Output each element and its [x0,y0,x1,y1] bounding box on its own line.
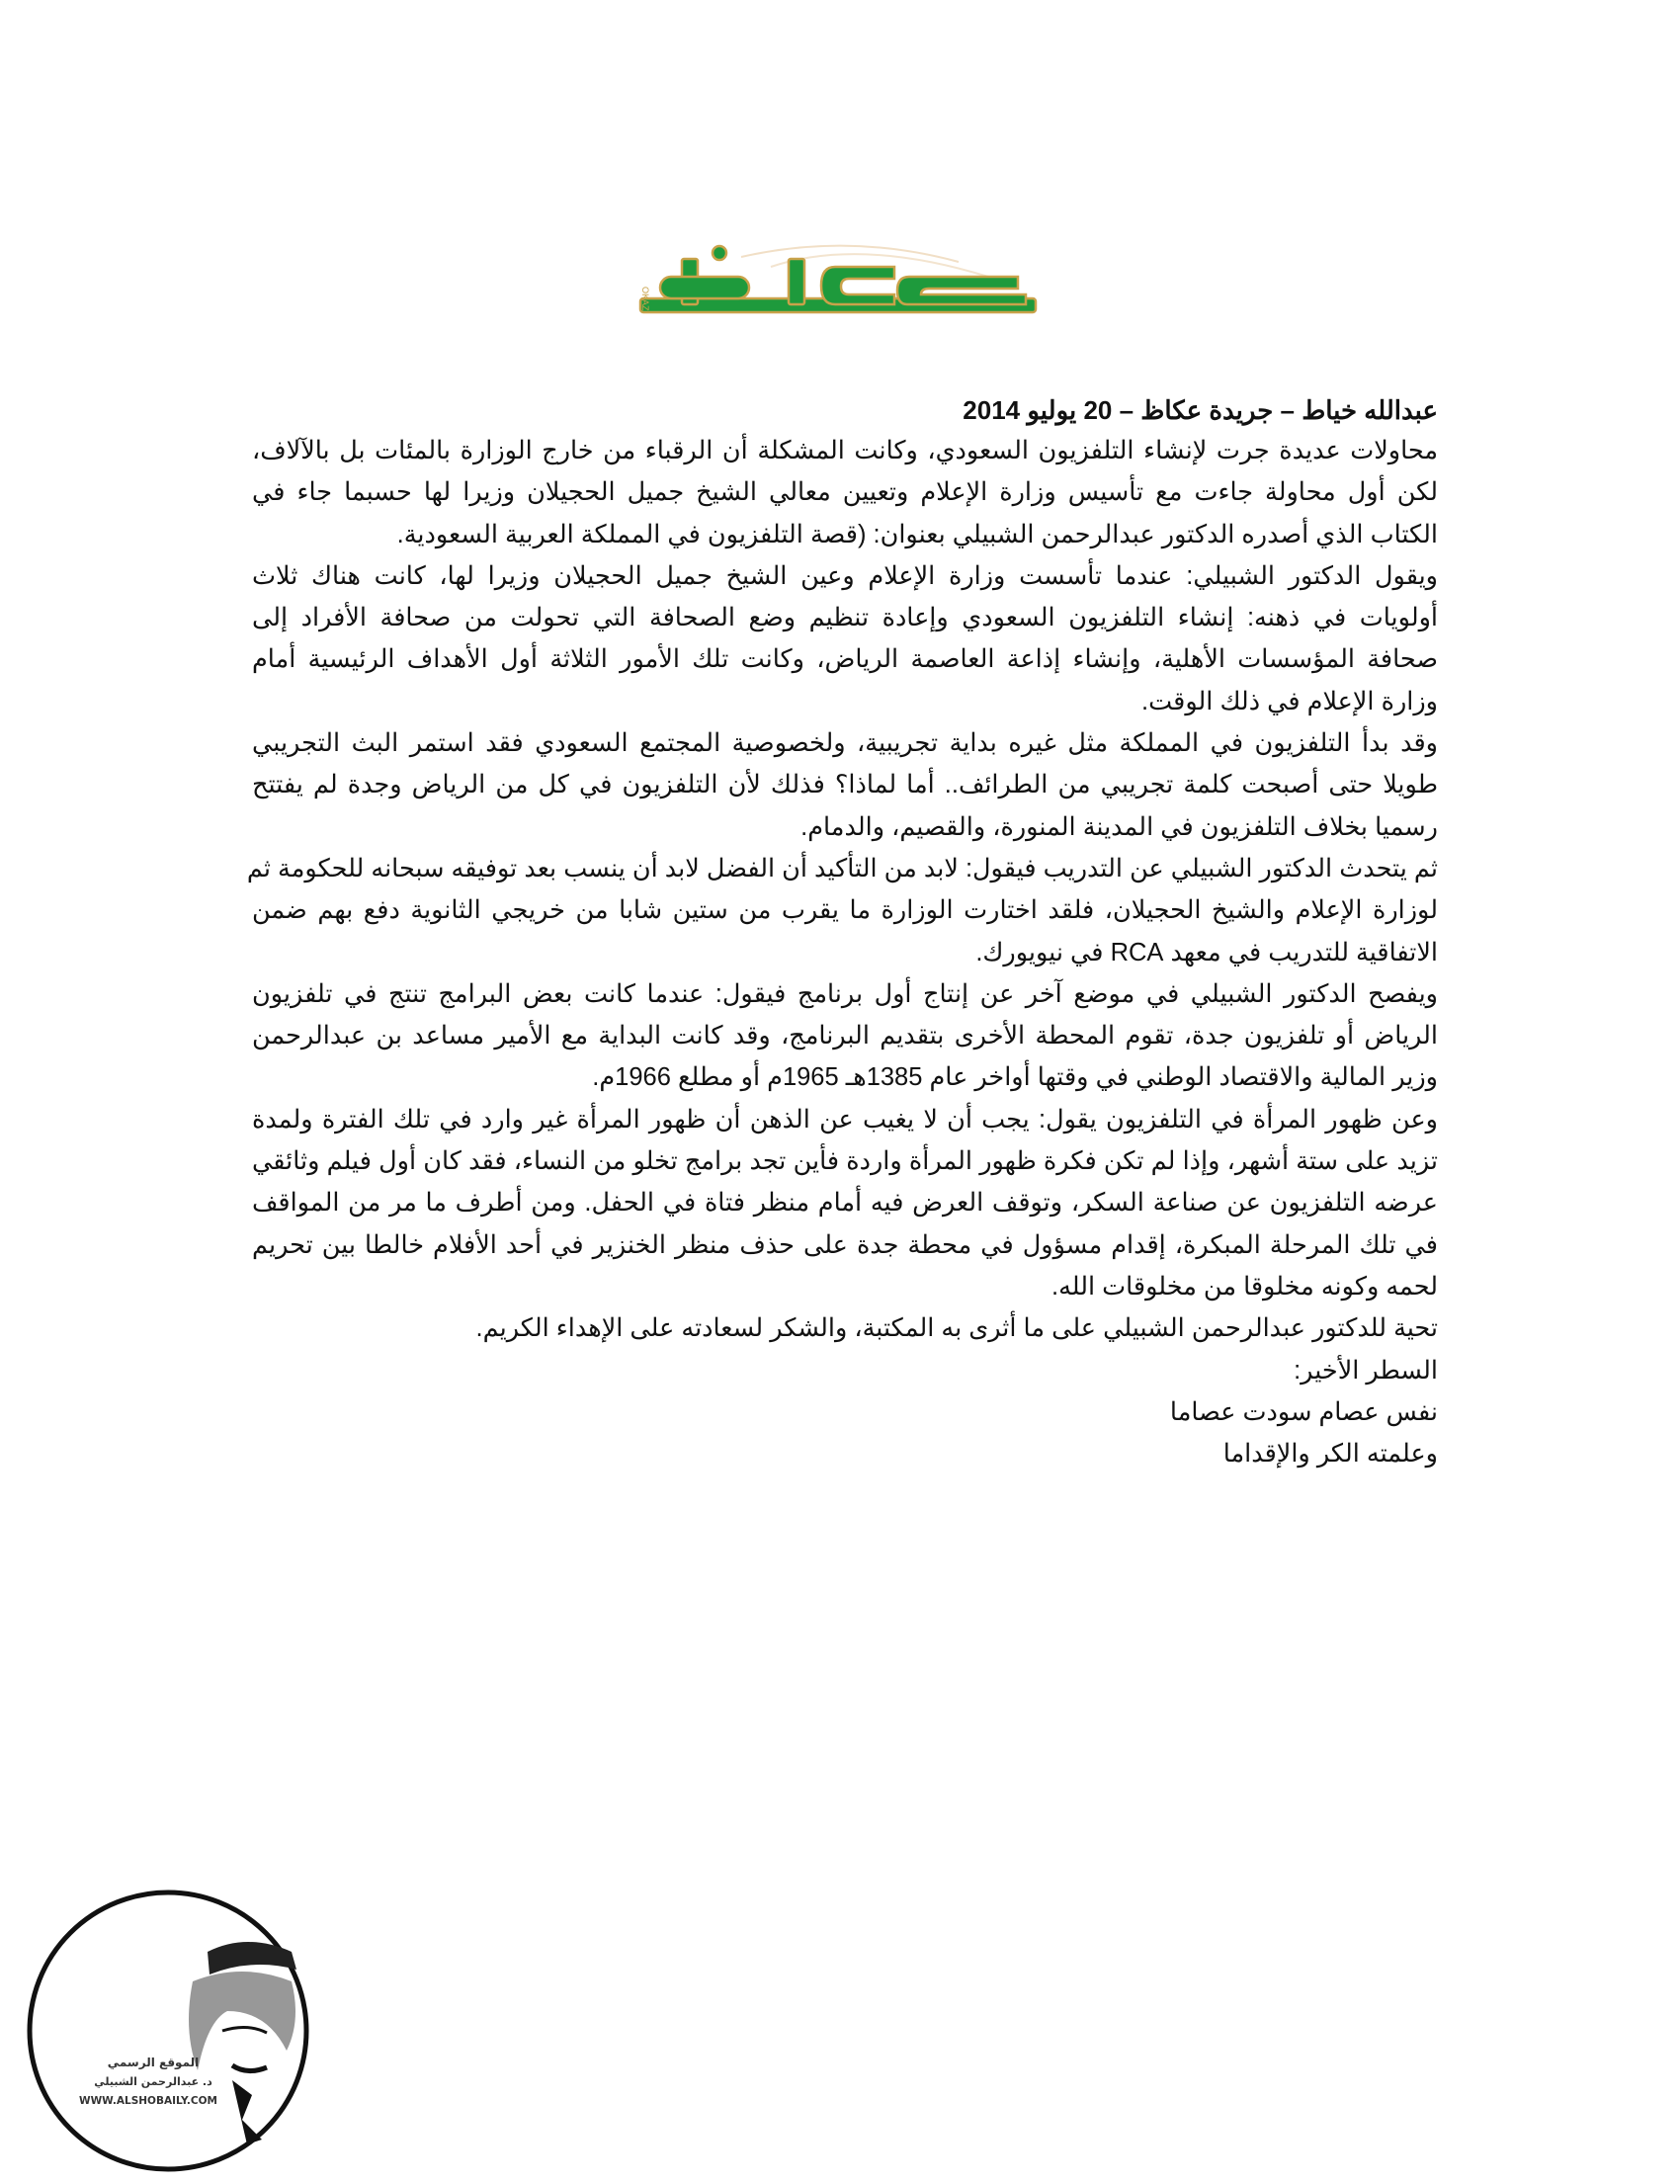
article-heading: عبدالله خياط – جريدة عكاظ – 20 يوليو 2014 [963,395,1438,425]
article-line: نفس عصام سودت عصاما [1169,1397,1438,1426]
article-line: لحمه وكونه مخلوقا من مخلوقات الله. [1051,1272,1438,1301]
portrait-icon [20,1883,316,2179]
article-line: وزارة الإعلام في ذلك الوقت. [1141,687,1438,715]
svg-text:OKAZ: OKAZ [640,287,650,311]
site-badge [20,1883,316,2179]
article-line: الكتاب الذي أصدره الدكتور عبدالرحمن الشبيلي بعنوان: (قصة التلفزيون في المملكة العربية السعودية. [396,520,1438,548]
article [246,390,1438,1474]
article-line: تحية للدكتور عبدالرحمن الشبيلي على ما أثرى به المكتبة، والشكر لسعادته على الإهداء الكريم. [475,1314,1438,1343]
article-line: تزيد على ستة أشهر، وإذا لم تكن فكرة ظهور المرأة واردة فأين تجد برامج تخلو من النساء، فقد كان أول فيلم وثائقي [252,1147,1438,1176]
badge-url: WWW.ALSHOBAILY.COM [79,2095,217,2107]
article-line: وزير المالية والاقتصاد الوطني في وقتها أواخر عام 1385هـ 1965م أو مطلع 1966م. [592,1063,1438,1092]
article-line: وعلمته الكر والإقداما [1222,1440,1438,1469]
article-line: الرياض أو تلفزيون جدة، تقوم المحطة الأخرى بتقديم البرنامج، وقد كانت البداية مع الأمير مساعد بن عبدالرحمن [252,1022,1438,1050]
okaz-logo [632,237,1048,326]
article-line: ثم يتحدث الدكتور الشبيلي عن التدريب فيقول: لابد من التأكيد أن الفضل لابد أن ينسب بعد توفيقه سبحانه للحكومة ثم [246,854,1438,882]
article-body [246,430,1438,1474]
article-line: أولويات في ذهنه: إنشاء التلفزيون السعودي وإعادة تنظيم وضع الصحافة التي تحولت من صحافة الأفراد إلى [252,604,1438,632]
article-line: الاتفاقية للتدريب في معهد RCA في نيويورك. [975,938,1438,966]
article-line: في تلك المرحلة المبكرة، إقدام مسؤول في محطة جدة على حذف منظر الخنزير في أحد الأفلام خالطا بين تحريم [252,1230,1438,1259]
article-line: ويقول الدكتور الشبيلي: عندما تأسست وزارة الإعلام وعين الشيخ جميل الحجيلان وزيرا لها، كانت هناك ثلاث [252,561,1438,590]
article-line: محاولات عديدة جرت لإنشاء التلفزيون السعودي، وكانت المشكلة أن الرقباء من خارج الوزارة بالمئات بل بالآلاف، [252,437,1438,464]
article-line: صحافة المؤسسات الأهلية، وإنشاء إذاعة العاصمة الرياض، وكانت تلك الأمور الثلاثة أول الأهداف الرئيسية أمام [252,645,1438,674]
okaz-logo-icon [632,237,1048,326]
article-line: طويلا حتى أصبحت كلمة تجريبي من الطرائف.. أما لماذا؟ فذلك لأن التلفزيون في كل من الرياض وجدة لم يفتتح [252,771,1438,799]
article-line: وعن ظهور المرأة في التلفزيون يقول: يجب أن لا يغيب عن الذهن أن ظهور المرأة غير وارد في تلك الفترة ولمدة [252,1105,1438,1134]
article-line: السطر الأخير: [1294,1356,1438,1385]
article-line: ويفصح الدكتور الشبيلي في موضع آخر عن إنتاج أول برنامج فيقول: عندما كانت بعض البرامج تنتج في تلفزيون [252,979,1438,1008]
article-line: لوزارة الإعلام والشيخ الحجيلان، فلقد اختارت الوزارة ما يقرب من ستين شابا من خريجي الثانوية دفع بهم ضمن [252,896,1438,925]
article-line: رسميا بخلاف التلفزيون في المدينة المنورة، والقصيم، والدمام. [800,812,1438,841]
article-line: عرضه التلفزيون عن صناعة السكر، وتوقف العرض فيه أمام منظر فتاة في الحفل. ومن أطرف ما مر من المواقف [252,1189,1438,1218]
badge-title: الموقع الرسمي [107,2056,200,2069]
article-line: وقد بدأ التلفزيون في المملكة مثل غيره بداية تجريبية، ولخصوصية المجتمع السعودي فقد استمر البث التجريبي [252,729,1438,758]
badge-name: د. عبدالرحمن الشبيلي [94,2075,212,2088]
article-line: لكن أول محاولة جاءت مع تأسيس وزارة الإعلام وتعيين معالي الشيخ جميل الحجيلان وزيرا لها حسبما جاء في [252,478,1438,507]
